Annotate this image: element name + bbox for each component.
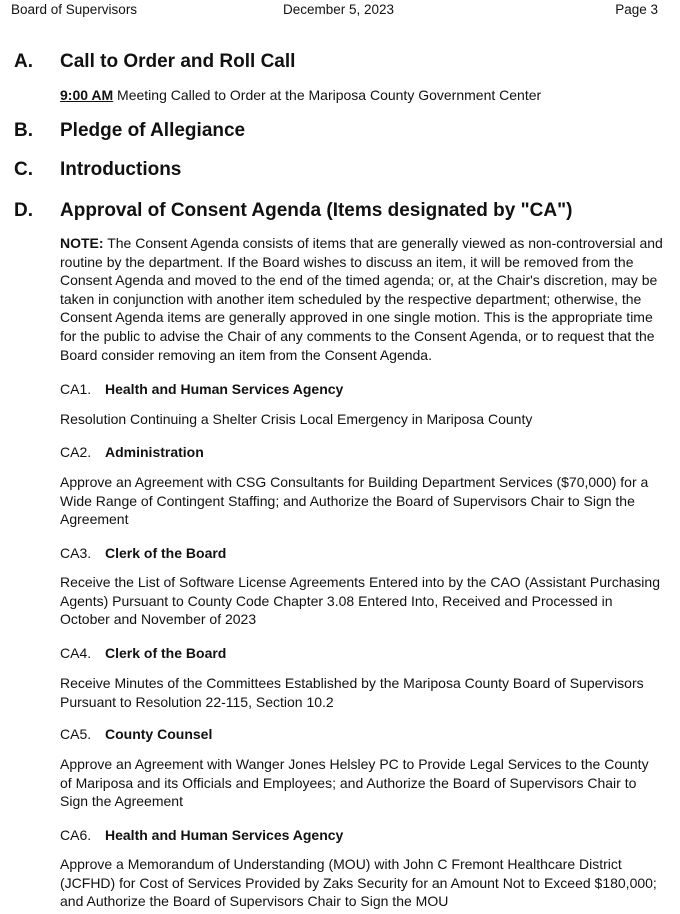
- header-date: December 5, 2023: [283, 2, 395, 17]
- agenda-item-description: Approve an Agreement with Wanger Jones Helsley PC to Provide Legal Services to the County of Mariposa and its Officials and Employees; and Authorize the Board of Supervisors Chair to Sign the Agreement: [60, 756, 649, 810]
- item-number: CA4.: [60, 645, 92, 661]
- item-number: CA1.: [60, 381, 92, 397]
- section-letter: D.: [14, 200, 33, 221]
- meeting-time: 9:00 AM: [60, 87, 114, 103]
- agenda-item-description: Receive Minutes of the Committees Established by the Mariposa County Board of Supervisors Pursuant to Resolution 22-115, Section 10.2: [60, 675, 644, 710]
- section-d-heading: [14, 199, 572, 223]
- section-title: Introductions: [60, 159, 182, 180]
- agenda-item-description: Resolution Continuing a Shelter Crisis Local Emergency in Mariposa County: [60, 411, 533, 427]
- call-to-order-description: Meeting Called to Order at the Mariposa County Government Center: [113, 87, 542, 103]
- section-letter: B.: [14, 120, 33, 141]
- note-label: NOTE:: [60, 235, 104, 251]
- header-board-name: Board of Supervisors: [11, 2, 138, 17]
- header-page-number: Page 3: [615, 2, 658, 17]
- call-to-order-text: [60, 86, 664, 105]
- agenda-item-description: Receive the List of Software License Agreements Entered into by the CAO (Assistant Purchasing Agents) Pursuant to County Code Chapter 3.08 Entered Into, Received and Processed in October and November of 2023: [60, 574, 660, 628]
- item-department: Health and Human Services Agency: [105, 827, 344, 843]
- item-department: Administration: [105, 444, 204, 460]
- section-c-heading: [14, 158, 181, 182]
- note-text: The Consent Agenda consists of items that are generally viewed as non-controversial and routine by the department. If the Board wishes to discuss an item, it will be removed from the Consent Agenda and moved to the end of the timed agenda; or, at the Chair's discretion, may be taken in conjunction with another item scheduled by the respective department; otherwise, the Consent Agenda items are generally approved in one single motion. This is the appropriate time for the public to advise the Chair of any comments to the Consent Agenda, or to request that the Board consider removing an item from the Consent Agenda.: [60, 235, 663, 363]
- agenda-item-description: Approve an Agreement with CSG Consultants for Building Department Services ($70,000) for a Wide Range of Contingent Staffing; and Authorize the Board of Supervisors Chair to Sign the Agreement: [60, 474, 649, 528]
- section-title: Approval of Consent Agenda (Items designated by "CA"): [60, 200, 573, 221]
- item-number: CA6.: [60, 827, 92, 843]
- section-letter: A.: [14, 51, 33, 72]
- item-number: CA5.: [60, 726, 92, 742]
- item-department: Health and Human Services Agency: [105, 381, 344, 397]
- item-department: County Counsel: [105, 726, 213, 742]
- agenda-item-heading: [60, 380, 343, 398]
- agenda-item-description: Approve a Memorandum of Understanding (MOU) with John C Fremont Healthcare District (JCFHD) for Cost of Services Provided by Zaks Security for an Amount Not to Exceed $180,000; and Authorize the Board of Supervisors Chair to Sign the MOU: [60, 856, 657, 910]
- section-letter: C.: [14, 159, 33, 180]
- agenda-item-heading: [60, 544, 226, 562]
- item-number: CA3.: [60, 545, 92, 561]
- item-department: Clerk of the Board: [105, 545, 227, 561]
- agenda-item-heading: [60, 443, 204, 461]
- section-title: Pledge of Allegiance: [60, 120, 246, 141]
- item-department: Clerk of the Board: [105, 645, 227, 661]
- agenda-item-heading: [60, 644, 226, 662]
- section-b-heading: [14, 119, 245, 143]
- item-number: CA2.: [60, 444, 92, 460]
- section-title: Call to Order and Roll Call: [60, 51, 296, 72]
- agenda-item-heading: [60, 725, 212, 743]
- consent-agenda-note: [60, 234, 664, 364]
- section-a-heading: [14, 50, 295, 74]
- agenda-item-heading: [60, 826, 343, 844]
